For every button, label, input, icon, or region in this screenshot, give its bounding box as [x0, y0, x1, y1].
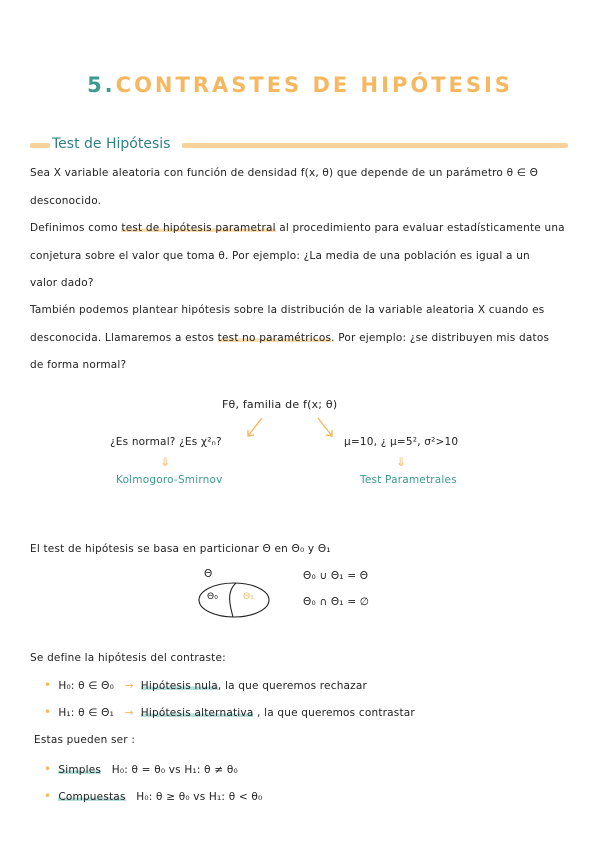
right-answer: Test Parametrales — [360, 474, 457, 486]
paragraph-3-line-3: de forma normal? — [30, 359, 127, 371]
partition-intro: El test de hipótesis se basa en particionar Θ en Θ₀ y Θ₁ — [30, 543, 331, 555]
bullet-icon: • — [44, 762, 52, 776]
list-item-simple — [44, 762, 238, 776]
composite-formula: H₀: θ ≥ θ₀ vs H₁: θ < θ₀ — [136, 791, 263, 803]
left-question: ¿Es normal? ¿Es χ²ₙ? — [110, 436, 222, 448]
paragraph-3-line-1: También podemos plantear hipótesis sobre la distribución de la variable aleatoria X cuando es — [30, 304, 545, 316]
paragraph-1-line-1: Sea X variable aleatoria con función de densidad f(x, θ) que depende de un parámetro θ ∈ Θ — [30, 167, 539, 179]
right-down-arrow: ⇓ — [396, 455, 407, 469]
set-label: Θ — [204, 568, 213, 580]
text-span: Definimos como — [30, 222, 122, 234]
paragraph-3-line-2 — [30, 332, 549, 344]
alternative-hypothesis-label: Hipótesis alternativa — [140, 707, 254, 719]
family-label: Fθ, familia de f(x; θ) — [222, 398, 338, 411]
title-number: 5. — [87, 73, 116, 97]
highlight-parametric-test: test de hipótesis parametral — [121, 222, 276, 234]
union-formula: Θ₀ ∪ Θ₁ = Θ — [303, 570, 369, 582]
arrow-right-line — [318, 418, 332, 436]
list-item-h0 — [44, 678, 367, 692]
right-question: μ=10, ¿ μ=5², σ²>10 — [344, 436, 459, 448]
region-theta1: Θ₁ — [243, 592, 255, 602]
contrast-intro: Se define la hipótesis del contraste: — [30, 652, 226, 664]
h0-prefix: H₀: θ ∈ Θ₀ — [58, 680, 115, 692]
paragraph-2-line-2: conjetura sobre el valor que toma θ. Por ejemplo: ¿La media de una población es igual a un — [30, 250, 530, 262]
section-rule-left — [30, 143, 50, 148]
h0-suffix: , la que queremos rechazar — [217, 680, 368, 692]
bullet-icon: • — [44, 789, 52, 803]
paragraph-2-line-1 — [30, 222, 565, 234]
bullet-icon: • — [44, 705, 52, 719]
h1-suffix: , la que queremos contrastar — [253, 707, 415, 719]
text-span: desconocida. Llamaremos a estos — [30, 332, 218, 344]
region-theta0: Θ₀ — [207, 592, 219, 602]
arrow-right-icon: → — [124, 707, 134, 719]
left-down-arrow: ⇓ — [160, 455, 171, 469]
types-intro: Estas pueden ser : — [34, 734, 136, 746]
page-title — [0, 73, 600, 97]
list-item-h1 — [44, 705, 415, 719]
section-title: Test de Hipótesis — [52, 136, 171, 152]
arrow-left-line — [248, 418, 262, 436]
bullet-icon: • — [44, 678, 52, 692]
null-hypothesis-label: Hipótesis nula — [140, 680, 218, 692]
partition-divider — [230, 583, 236, 617]
paragraph-1-line-2: desconocido. — [30, 195, 102, 207]
title-text: CONTRASTES DE HIPÓTESIS — [115, 73, 513, 97]
intersection-formula: Θ₀ ∩ Θ₁ = ∅ — [303, 596, 370, 608]
simple-formula: H₀: θ = θ₀ vs H₁: θ ≠ θ₀ — [111, 764, 238, 776]
h1-prefix: H₁: θ ∈ Θ₁ — [58, 707, 115, 719]
paragraph-2-line-3: valor dado? — [30, 277, 94, 289]
list-item-composite — [44, 789, 262, 803]
simple-label: Simples — [58, 764, 102, 776]
text-span: al procedimiento para evaluar estadísticamente una — [275, 222, 565, 234]
arrow-right-icon: → — [124, 680, 134, 692]
section-rule-right — [182, 143, 568, 148]
text-span: . Por ejemplo: ¿se distribuyen mis datos — [331, 332, 550, 344]
highlight-nonparametric-test: test no paramétricos — [217, 332, 332, 344]
composite-label: Compuestas — [58, 791, 126, 803]
branch-arrows — [240, 414, 350, 442]
left-answer: Kolmogoro-Smirnov — [116, 474, 223, 486]
